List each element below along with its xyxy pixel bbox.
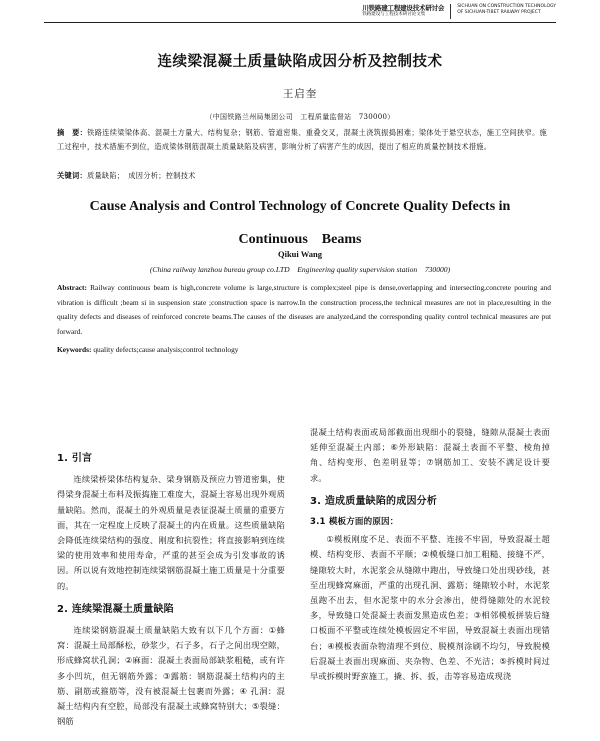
section-1-heading: 1. 引言: [57, 453, 93, 464]
author-cn: 王启奎: [282, 88, 318, 100]
keywords-cn-label: 关键词：: [57, 171, 87, 180]
journal-header: [362, 4, 556, 19]
affiliation-cn: （中国铁路兰州局集团公司 工程质量监督站 730000）: [205, 113, 395, 121]
abstract-cn-label: 摘 要：: [57, 128, 88, 137]
section-3-heading: 3. 造成质量缺陷的成因分析: [310, 495, 438, 507]
affiliation-en: (China railway lanzhou bureau group co.LTD Engineering quality supervision station 730000): [149, 265, 451, 274]
section-1-paragraph: 连续梁桥梁体结构复杂、梁身钢筋及预应力管道密集，使得梁身混凝土布料及振捣施工难度大，混凝土容易出现外观质量缺陷。然而，混凝土的外观质量是表征混凝土质量的重要方面，其在一定程度上反映了混凝土的内在质量。这些质量缺陷会降低连续梁结构的强度、刚度和抗裂性；将直接影响到连续梁的使用效率和使用寿命，严重的甚至会成为引发事故的诱因。所以说有效地控制连续梁钢筋混凝土施工质量是十分重要的。: [57, 474, 285, 591]
keywords-en-label: Keywords:: [57, 345, 92, 354]
journal-name-en-2: OF SICHUAN-TIBET RAILWAY PROJECT: [457, 10, 541, 15]
keywords-cn-text: 质量缺陷； 成因分析；控制技术: [86, 171, 196, 180]
title-cn: 连续梁混凝土质量缺陷成因分析及控制技术: [157, 54, 443, 70]
body-right-column: [310, 425, 550, 684]
body-left-column: [57, 451, 285, 729]
keywords-en-text: quality defects;cause analysis;control technology: [93, 345, 239, 354]
keywords-en: [57, 344, 551, 356]
header-separator: [450, 4, 451, 19]
section-3-1-heading: 3.1 模板方面的原因：: [310, 517, 399, 528]
abstract-cn-text: 铁路连续梁梁体高、混凝土方量大、结构复杂；钢筋、管道密集、重叠交叉，混凝土浇筑振捣困难；梁体处于悬空状态，施工空间狭窄。施工过程中，技术措施不到位，造成梁体钢筋混凝土质量缺陷及病害，影响分析了病害产生的成因，提出了相应的质量控制技术措施。: [57, 128, 548, 151]
abstract-en: [57, 281, 551, 339]
title-en-line1: Cause Analysis and Control Technology of Concrete Quality Defects in: [89, 199, 511, 214]
section-2-continuation: 混凝土结构表面或局部截面出现细小的裂缝，缝隙从混凝土表面延伸至混凝土内部；⑥外形缺陷：混凝土表面不平整、棱角掉角、结构变形、色差明显等；⑦钢筋加工、安装不满足设计要求。: [310, 427, 550, 483]
journal-name-cn: 川铁路建工程建设技术研讨会: [362, 4, 445, 12]
header-rule: [44, 22, 556, 23]
section-2-paragraph: 连续梁钢筋混凝土质量缺陷大致有以下几个方面：①蜂窝：混凝土局部酥松，砂浆少，石子多，石子之间出现空隙，形成蜂窝状孔洞；②麻面：混凝土表面局部缺浆粗糙，或有许多小凹坑，但无钢筋外露；③露筋：钢筋混凝土结构内的主筋、副筋或箍筋等，没有被混凝土包裹而外露；④ 孔洞：混凝土结构内有空腔，局部没有混凝土或蜂窝特别大；⑤裂缝：钢筋: [57, 625, 285, 727]
author-en: Qikui Wang: [277, 249, 323, 259]
section-2-heading: 2. 连续梁混凝土质量缺陷: [57, 603, 174, 615]
journal-name-en-1: SICHUAN ON CONSTRUCTION TECHNOLOGY: [457, 4, 556, 9]
keywords-cn: [57, 170, 547, 182]
title-en-line2: Continuous Beams: [238, 232, 362, 247]
abstract-en-label: Abstract:: [57, 283, 87, 292]
abstract-en-text: Railway continuous beam is high,concrete volume is large,structure is complex;steel pipe is dense,overlapping and intersecting,concrete pouring and vibration is difficult ;beam si in suspension state ;construction space is narrow.In the construction process,the technical measures are not in place,resulting in the quality defects and diseases of reinforced concrete beams.The causes of the diseases are analyzed,and the corresponding quality control technical measures are put forward.: [57, 283, 551, 336]
journal-subname-cn: 铁路建设与工程技术研讨论文集: [362, 12, 426, 17]
abstract-cn: [57, 126, 547, 154]
section-3-1-paragraph: ①模板刚度不足、表面不平整、连接不牢固，导致混凝土超模、结构变形、表面不平顺；②模板缝口加工粗糙、接缝不严，缝隙较大时，水泥浆会从缝隙中跑出，导致缝口处出现砂线，甚至出现蜂窝麻面，严重的出现孔洞、露筋；缝隙较小时，水泥浆虽跑不出去，但水泥浆中的水分会渗出，使得缝隙处的水泥较多，导致缝口处混凝土表面发黑造成色差；③相邻模板拼装后缝口板面不平整或连续处模板固定不牢固，导致混凝土表面出现错台；④模板表面杂物清理不到位、脱模剂涂刷不均匀，导致脱模后混凝土表面出现麻面、夹杂物、色差、不光洁；⑤拆模时间过早或拆模时野蛮施工，撬、拆、扳，击等容易造成现浇: [310, 534, 550, 682]
